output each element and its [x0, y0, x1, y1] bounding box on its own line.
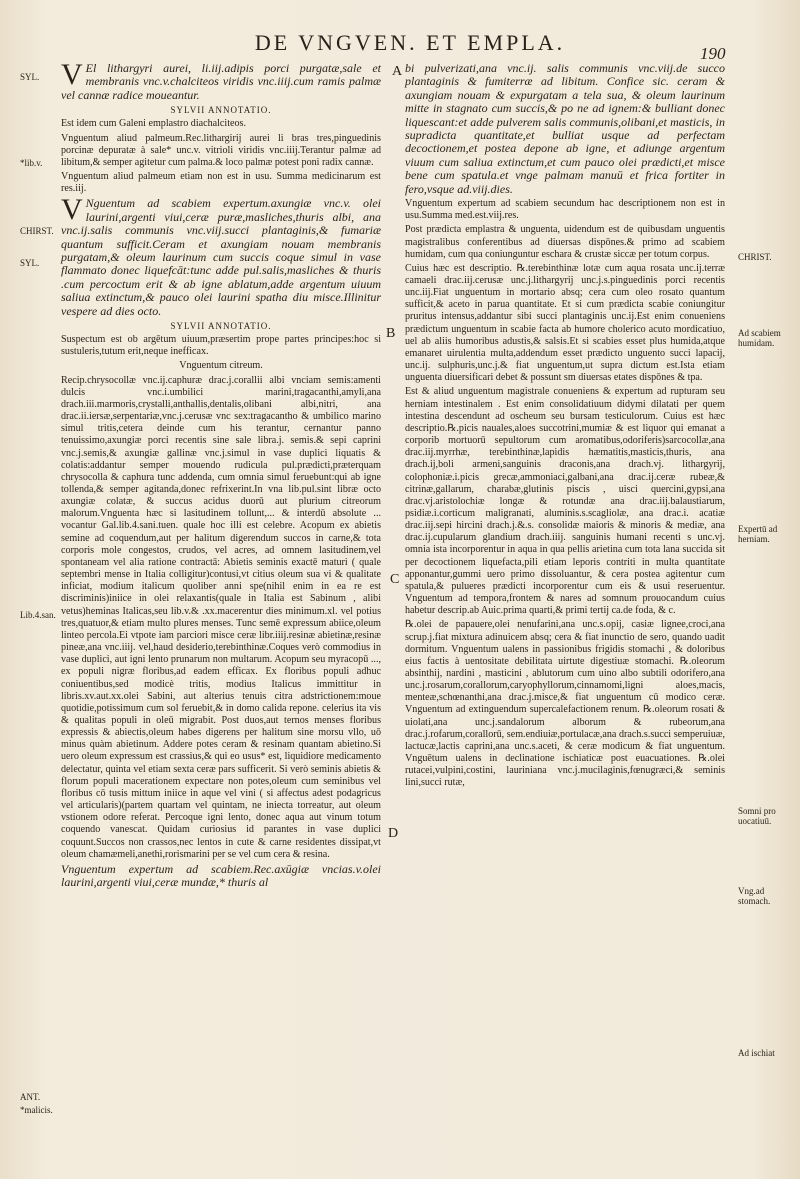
- right-column: [405, 62, 725, 792]
- paragraph: [61, 58, 381, 102]
- paragraph-text: Cuius hæc est descriptio. ℞.terebinthinæ lotæ cum aqua rosata unc.ij.terræ camaeli drac.iij.cerusæ unc.j.lithargyrij unc.j.s.pinguedinis porci recentis unc.iij.Fiat unguentum in mortario absq; cera cum oleo rosato quantum sufficit,& aceto in parua quantitate. Et si cum prædicta scabie coniungitur pruritus intensus,addantur sibi succi plantaginis unc.ij.Est enim conueniens prædictum unguentum in scabie facta ab humore cholerico acuto mordicatiuo, uel ab aliis humoribus adustis,& salsis.Et si scabies esset plus humida,atque emanaret uirulentia multa,addendum esset prædicto unguento succi lapacij, unc.ij. sulphuris,unc.j.& fiat unguentum,ut supra dictum est.Ista etiam unguenta diuersificari debet & possunt sm diuersas etates dispōnes & tpa.: [405, 262, 725, 384]
- paragraph-text: Est idem cum Galeni emplastro diachalciteos.: [61, 118, 246, 130]
- section-letter-d: D: [388, 826, 399, 841]
- marginal-note: *malicis.: [20, 1105, 53, 1115]
- paragraph: [61, 863, 381, 890]
- paragraph: [61, 118, 381, 130]
- paragraph: [405, 62, 725, 196]
- paragraph-text: Est & aliud unguentum magistrale conueniens & expertum ad rupturam seu herniam intestinalem . Est enim consolidatiuum didymi dilatati per quem intestina descendunt ad oscheum seu bursam testiculorum. Cuius est hæc descriptio.℞.picis nauales,aloes succotrini,mumiæ & est liquor qui emanat a corporib mortuorū sepultorum cum aromatibus,odoriferis)sarcocollæ,ana drac.iij.myrrhæ, terebinthinæ,lapidis hæmatitis,masticis,thuris, ana drach.ij,boli armeni,sanguinis draconis,ana drach.vj. lithargyrij, colophoniæ.i.picis grecæ,ammoniaci,galbani,ana drac.ij.ceræ rubeæ,& citrinæ,gallarum, charabæ,glutinis piscis , uisci quercini,gypsi,ana drac.vj.aristolochiæ longæ & rotundæ ana drac.iij.balaustiarum, psidiæ.i.corticum maligranati, aluminis.s.scagliolæ, ana drac.i. acatiæ drac.iij.sepi hircini drach.j.&.s. consolidæ maioris & minoris & mediæ, ana drac.ij.cupularum glandium drach.iiij. sanguinis humani recenti s unc.vj. omnia ista incorporentur in aqua in qua pellis arietina cum tota lana succida sit per decoctionem liquefacta,pili etiam leporis contriti in multa quantitate apponantur,gummi uero primo dissoluantur, & cera postea agitentur cum spatula,& pulueres prædicti incorporentur cum eis & usui reseruentur. Vnguentum ad tempora,frontem & nares ad somnum prouocandum cuius habetur descrip.ab Auic.prima quarti,& primi tertij ca.de foda, & c.: [405, 386, 725, 617]
- paragraph-text: Vnguentum aliud palmeum.Rec.lithargirij aurei li bras tres,pinguedinis porcinæ depuratæ à sale* unc.v. vitrioli viridis vnc.iiij.Terantur palmæ ad libitum,& semper agitetur cum palma.& loco palmæ potest poni radix cannæ.: [61, 132, 381, 168]
- paragraph: [405, 386, 725, 617]
- drop-initial: V: [61, 58, 83, 91]
- marginal-note: ANT.: [20, 1092, 41, 1102]
- marginal-note: CHIRST.: [20, 226, 54, 236]
- marginal-note: Expertū ad herniam.: [738, 524, 778, 544]
- paragraph: [61, 133, 381, 169]
- marginal-note: *lib.v.: [20, 158, 43, 168]
- paragraph: [61, 375, 381, 861]
- paragraph-text: Vnguentum aliud palmeum etiam non est in usu. Summa medicinarum est res.iij.: [61, 171, 381, 195]
- paragraph-text: Vnguentum citreum.: [179, 360, 263, 372]
- paragraph: [405, 619, 725, 789]
- paragraph: [405, 263, 725, 385]
- page-number: 190: [700, 44, 726, 63]
- section-letter-c: C: [390, 572, 400, 587]
- marginal-note: Lib.4.san.: [20, 610, 56, 620]
- paragraph-text: Nguentum ad scabiem expertum.axungiæ vnc.v. olei laurini,argenti viui,ceræ puræ,masliches,thuris albi, ana vnc.ij.salis communis vnc.viij.succi plantaginis,& fumariæ quantum sufficit.Ceram et axungiam nouam membranis purgatam,& oleum laurinum cum succis coque simul in vase flammato donec liquefcāt:tunc adde pul.salis,masliches & thuris .cum percoctum erit & ab igne ablatum,adde argentum uiuum saliua extinctum,& pauco olei laurini spatha diu misce.Illinitur vespere ad dies octo.: [61, 196, 381, 318]
- paragraph-text: El lithargyri aurei, li.iij.adipis porci purgatæ,sale et membranis vnc.v.chalciteos viridis vnc.iiij.cum ramis palmæ vel cannæ radice moueantur.: [61, 61, 381, 102]
- drop-initial: V: [61, 193, 83, 227]
- paragraph: [61, 171, 381, 195]
- running-header: DE VNGVEN. ET EMPLA.: [254, 30, 566, 55]
- paragraph-text: ℞.olei de papauere,olei nenufarini,ana unc.s.opij, casiæ lignee,croci,ana scrup.j.fiat mixtura adinuicem absq; cera & fiat inunctio de sero, quando uadit dormitum. Vnguentum ualens in passionibus frigidis stomachi , & doloribus eius factis à uentositate debilitata uirtute digestiuæ stomachi. ℞.oleorum absinthij, nardini , masticini , ablutorum cum uino albo subtili odorifero,ana unc.j.rosarum,corallorum,caryophyllorum,cinnamomi,ligni aloes,macis, menteæ,schœnanthi,ana drac.j.misce,& fiat unguentum cū modico ceræ. Vnguentum ad extinguendum supercalefactionem renum. ℞.oleorum rosati & uiolati,ana unc.j.sandalorum alborum & rubeorum,ana drac.j.rofarum,corallorū, sem.endiuiæ,portulacæ,ana drach.s.succi semperuiuæ, lactucæ,lactis caprini,ana unc.s.aceti, & ceræ modicum & fiat unguentum. Vnguētum ualens in declinatione ischiaticæ post euacuationes. ℞.olei rutacei,vulpini,costini, lauriniana vnc.j.mucilaginis,fœnugræci,& seminis lini,succi rutæ,: [405, 619, 725, 789]
- paragraph: [61, 320, 381, 332]
- paragraph: [405, 198, 725, 222]
- paragraph-text: Post prædicta emplastra & unguenta, uidendum est de quibusdam unguentis magistralibus conferentibus ad diuersas dispōnes.& primo ad scabiem humidam, cum qua coniunguntur eschara & crustæ siccæ per totum corpus.: [405, 224, 725, 260]
- paragraph-text: Vnguentum expertum ad scabiem secundum hac descriptionem non est in usu.Summa med.est.viij.res.: [405, 198, 725, 222]
- marginal-note: CHRIST.: [738, 252, 772, 262]
- marginal-note: SYL.: [20, 72, 40, 82]
- left-column: [61, 58, 381, 892]
- paragraph: [61, 104, 381, 116]
- paragraph: [405, 224, 725, 260]
- paragraph: [61, 360, 381, 372]
- paragraph: [61, 334, 381, 358]
- paragraph-text: SYLVII ANNOTATIO.: [170, 320, 272, 331]
- marginal-note: SYL.: [20, 258, 40, 268]
- paragraph-text: bi pulverizati,ana vnc.ij. salis communis vnc.viij.de succo plantaginis & fumiterræ ad libitum. Confice sic. ceram & axungiam nouam & expurgatam a tela sua, & oleum laurinum mitte in stagnato cum succis,& po ne ad ignem:& bulliant donec liquescant:et adde pulverem salis communis,olibani,et masticis, in supradicta quantitate,et bulliat usque ad perfectam decoctionem,et postea depone ab igne, et adiunge argentum viuum cum saliua extinctum,et cum pauco olei prædicti,et misce bene cum spatula.et vnge palmam manuū et frica fortiter in fero,vsque ad.viij.dies.: [405, 61, 725, 196]
- section-letter-b: B: [386, 326, 396, 341]
- paragraph-text: Suspectum est ob argētum uiuum,præsertim prope partes principes:hoc si sustuleris,tutum erit,neque inefficax.: [61, 334, 381, 358]
- section-letter-a: A: [392, 64, 403, 79]
- marginal-note: Ad scabiem humidam.: [738, 328, 781, 348]
- paragraph: [61, 193, 381, 318]
- paragraph-text: SYLVII ANNOTATIO.: [170, 105, 272, 116]
- marginal-note: Ad ischiat: [738, 1048, 775, 1058]
- marginal-note: Somni pro uocatiuū.: [738, 806, 776, 826]
- paragraph-text: Vnguentum expertum ad scabiem.Rec.axūgiæ vncias.v.olei laurini,argenti viui,ceræ mundæ,* thuris al: [61, 861, 381, 890]
- marginal-note: Vng.ad stomach.: [738, 886, 771, 906]
- paragraph-text: Recip.chrysocollæ vnc.ij.caphuræ drac.j.corallii albi vnciam semis:amenti dulcis vnc.i.umbilici marini,tragacanthi,amyli,ana drach.iii.marmoris,crystalli,anthallis,dentalis,olibani albi,nitri, ana drac.ii.iersæ,serpentariæ,vnc.j.cerusæ vnc sex:tragacantho & umbilico marino simul tritis,cetera deinde cum his terantur, cernantur panno tenuissimo,axungiæ porci recentis sine sale libra.j. semis.& sepi caprini vnc.j.semis,& axungiæ gallinæ vnc.j.simul in vase duplici liquatis & colatis:addantur semper mouendo rudicula pul.prædicti,præterquam chrysocolla & caphura tunc addenda, cum omnia simul feruebunt:qui ab igne tollenda,& semper agitanda,donec refrixerint.In vna lib.pul.sint libræ octo axungiæ colatæ, & succus acidus duorū aut plurium citreorum malorum.Vnguenta hæc si lasitudinem tollunt,... & interdū absolute ... vocantur Gal.lib.4.sani.tuen. quale hoc illi est celebre. Acopum ex abietis semine ad coquendum,aut per halitum digerendum succos in carne,& tota corporis mole congestos, crudos, vel acres, ad omnem lasitudinem,vel spontaneam vel alia ratione contractā: Abietis seminis exactē maturi ( quale septembri mense in Italia colligitur)contusi,vt citius oleum sua vi & qualitate inficiat, modium italicum quoliber anni spe(nihil enim in ea re est discriminis)iniice in olei relaxantis(quale in Italia est Sabinum , alibi vetus)heminas Italicas,seu lib.v.& .xx.macerentur dies minimum.xl. vel potius tres,quatuor,& etiam multo plures menses. Tunc semē expressum abiice,oleum linteo percola.Ei vtpote iam parciori misce ceræ libr.iiij.resinæ abietinæ,resinæ pineæ,ana vnc.iiij. vel,haud desiderio,terebinthinæ.Coques verò commodius in vase duplici, aut igni lento prunarum non multarum. Acopum seu myracopū ..., ex populi nigræ floribus,ad eadem efficax. Ex floribus populi adhuc coniuentibus,sed modicè tritis, modius Italicus immittitur in libris.xv.aut.xx.olei Sabini, aut alterius tenuis citra adstrictionem:moue quotidie,potissimum cum sol feruebit,& in domo calida repone. celerius ita vis & qualitas populi in oleū migrabit. Post duos,aut ternos menses floribus expressis & abiectis,oleum habes digerens per halitum sine morsu vllo, uō minus quàm abietinum. Addere potes ceram & resinam quantam abietino.Si uero oleum expressum est crassius,& qui eo usus* est, liquidiore medicamento delectatur, quinta vel etiam sexta ceræ pars sufficerit. Si verò seminis abietis & florum populi macerationem expectare non potes,oleum cum seminibus vel floribus cō tusis mittum iniice in aque vel vini ( si affectus adest podagricus vel articularis)(partem quartam vel quintam, ne iniecta torreatur, aut oleum vstionem odore referat. Percoque igni lento, donec aqua aut vinum totum coquendo vanescat. Quidam curiosius id parantes in vase duplici coquunt.Succos non crassos,nec lentos in cute & carne residentes dissipat,vt oleum chamæmeli,anethi,rorismarini per se vel cum cera & resina.: [61, 374, 381, 860]
